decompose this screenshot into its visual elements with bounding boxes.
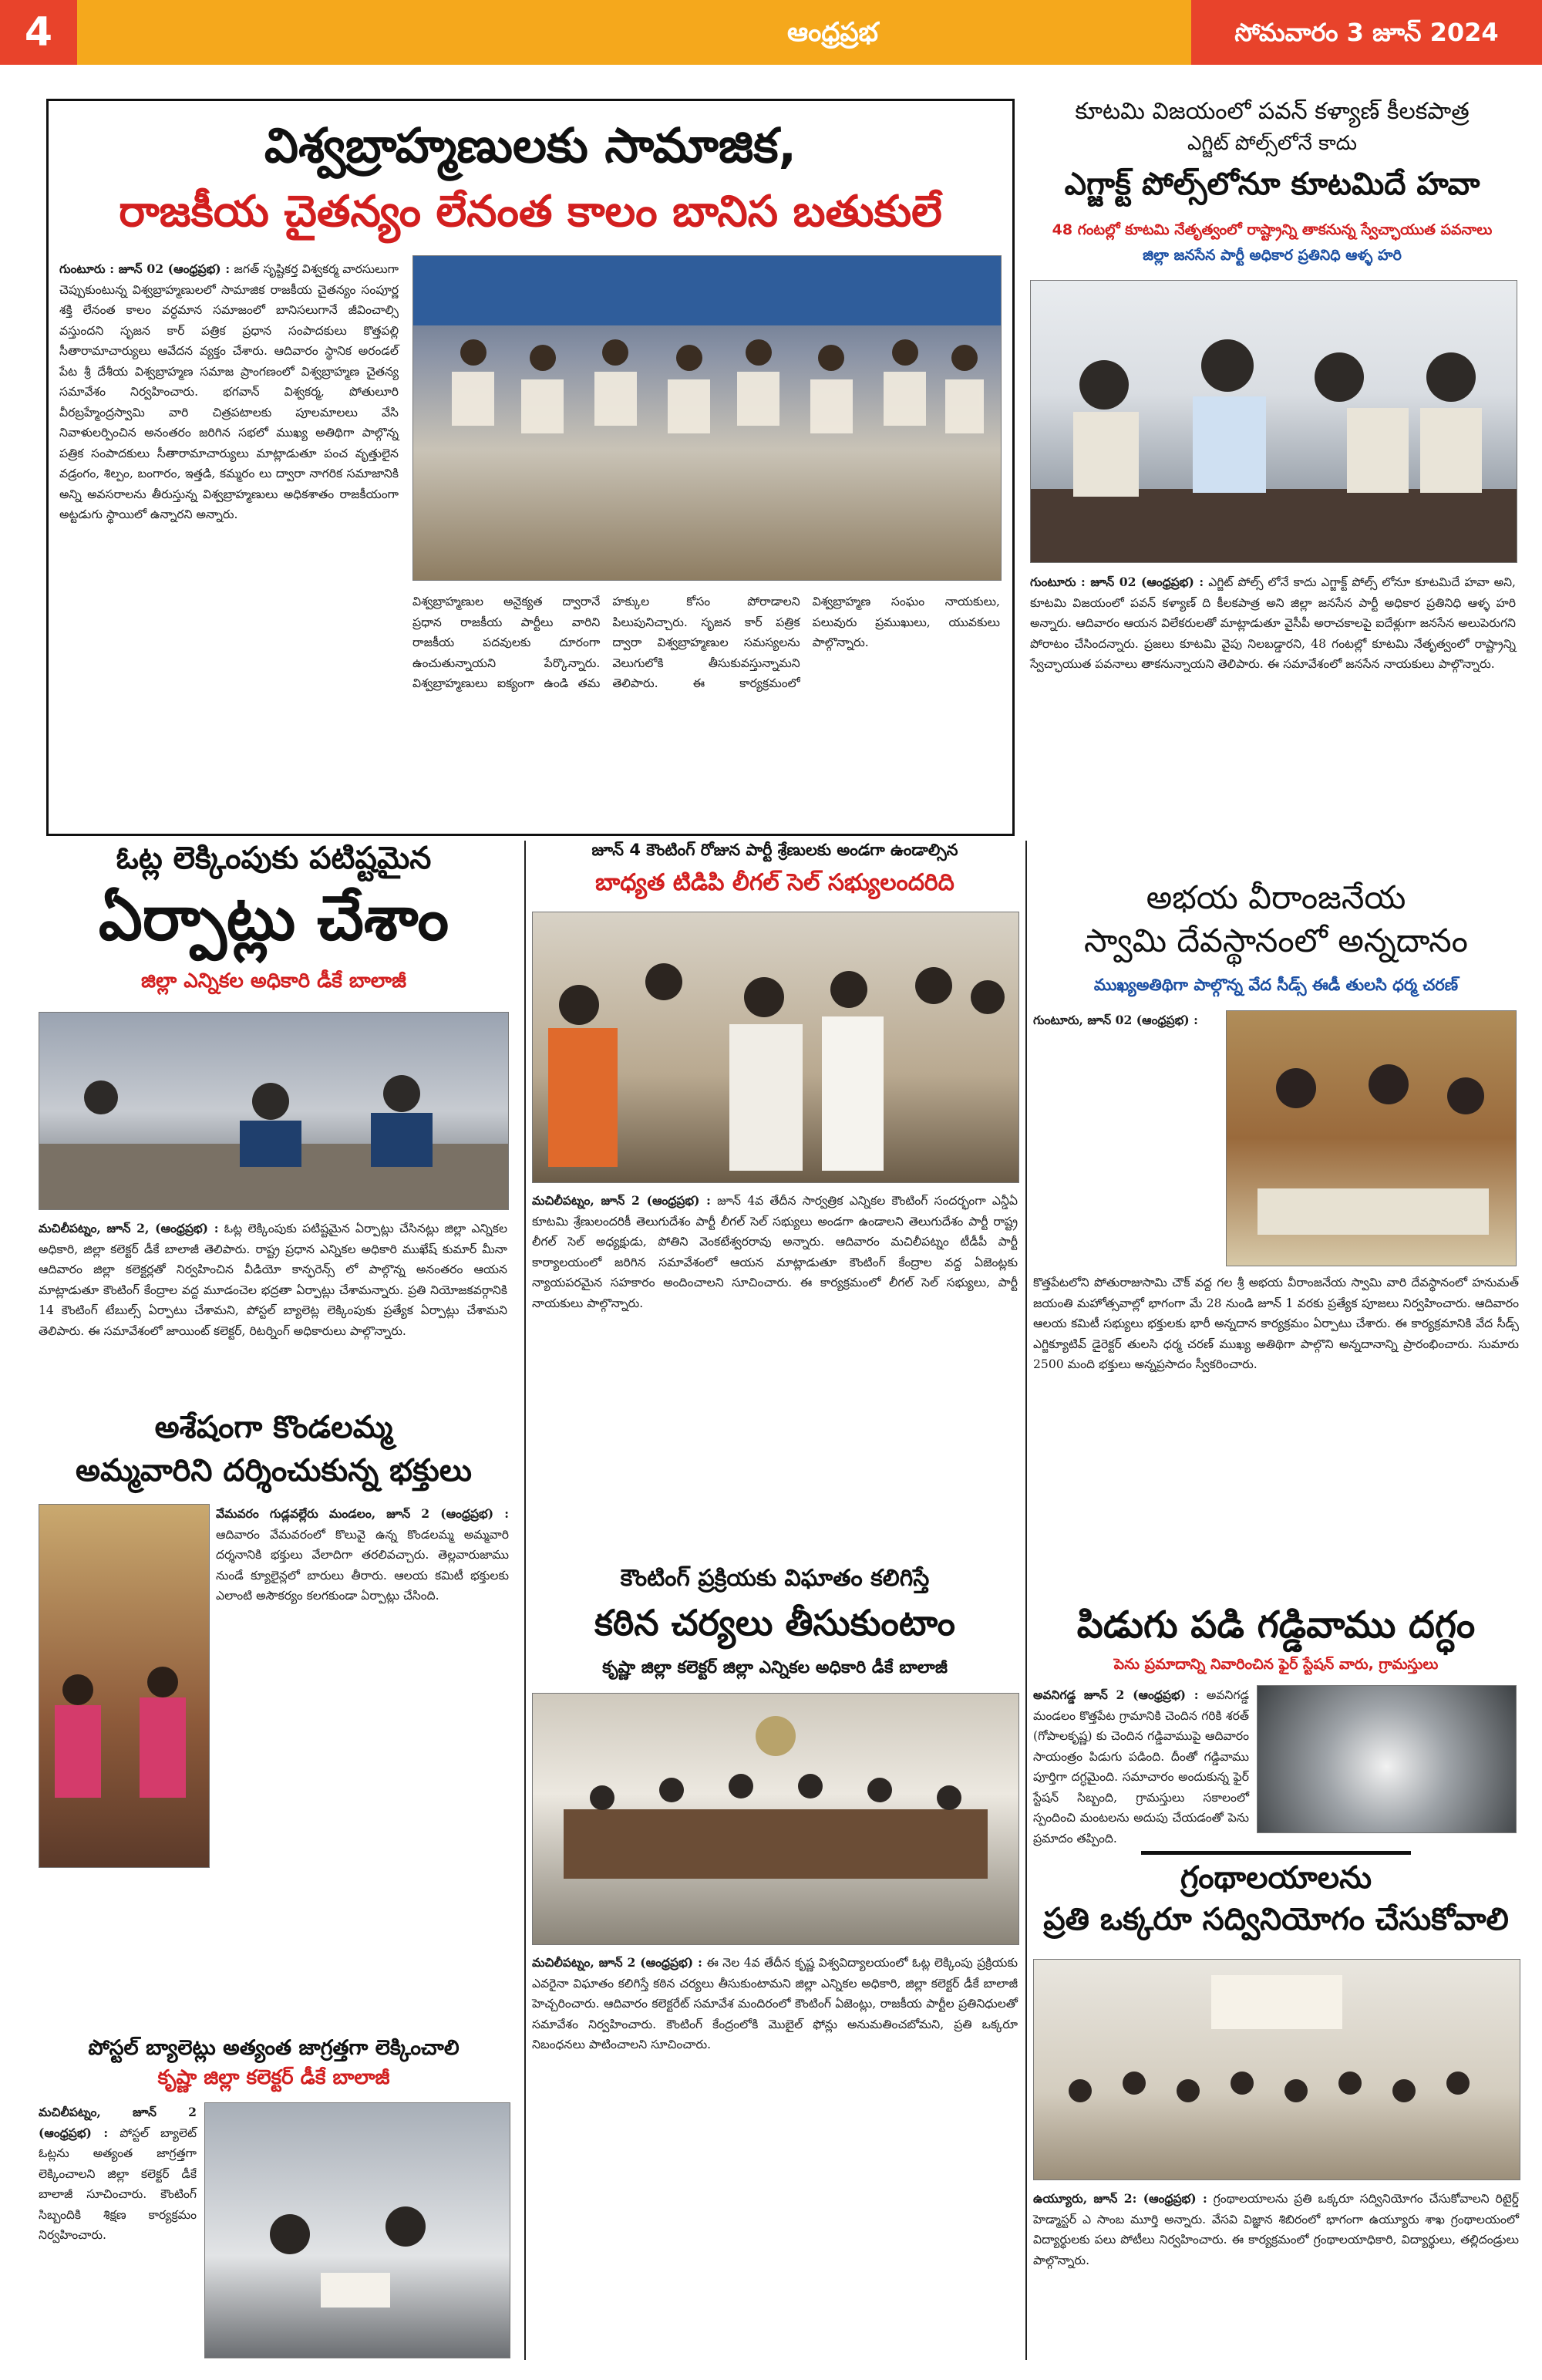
story3-body: [39, 1219, 507, 1396]
story8-body-text: ఆదివారం వేమవరంలో కొలువై ఉన్న కొండలమ్మ అమ్మవారి దర్శనానికి భక్తులు వేలాదిగా తరలివచ్చారు. తెల్లవారుజాము నుండే క్యూలైన్లలో బారులు తీరారు. ఆలయ కమిటీ భక్తులకు ఎలాంటి అసౌకర్యం కలగకుండా ఏర్పాట్లు చేసింది.: [216, 1527, 509, 1603]
story4-headline: బాధ్యత టిడిపి లీగల్ సెల్ సభ్యులందరిది: [595, 869, 954, 896]
story6-sub: పెను ప్రమాదాన్ని నివారించిన ఫైర్ స్టేషన్ వారు, గ్రామస్తులు: [1113, 1656, 1439, 1673]
felicitation-graphic: [533, 912, 1018, 1182]
story6-body-text: అవనిగడ్డ మండలం కొత్తపేట గ్రామానికి చెందిన గరికి శరత్ (గోపాలకృష్ణ) కు చెందిన గడ్డివాముపై ఆదివారం సాయంత్రం పిడుగు పడింది. దీంతో గడ్డివాము పూర్తిగా దగ్ధమైంది. సమాచారం అందుకున్న ఫైర్ స్టేషన్ సిబ్బంది, గ్రామస్తులు సకాలంలో స్పందించి మంటలను అదుపు చేయడంతో పెను ప్రమాదం తప్పింది.: [1033, 1688, 1249, 1846]
story6-body: [1033, 1685, 1249, 1846]
story9-photo-conference: [532, 1693, 1019, 1945]
story9-kicker: కౌంటింగ్ ప్రక్రియకు విఘాతం కలిగిస్తే: [620, 1565, 930, 1592]
story7-dateline: ఉయ్యూరు, జూన్ 2: (ఆంధ్రప్రభ) :: [1033, 2191, 1207, 2206]
story9-body-text: ఈ నెల 4వ తేదీన కృష్ణ విశ్వవిద్యాలయంలో ఓట్ల లెక్కింపు ప్రక్రియకు ఎవరైనా విఘాతం కలిగిస్తే కఠిన చర్యలు తీసుకుంటామని జిల్లా ఎన్నికల అధికారి, జిల్లా కలెక్టర్ డీకే బాలాజీ హెచ్చరించారు. ఆదివారం కలెక్టరేట్ సమావేశ మందిరంలో కౌంటింగ్ ఏజెంట్లు, రాజకీయ పార్టీల ప్రతినిధులతో సమావేశం నిర్వహించారు. కౌంటింగ్ కేంద్రంలోకి మొబైల్ ఫోన్లు అనుమతించబోమని, ప్రతి ఒక్కరూ నిబంధనలు పాటించాలని సూచించారు.: [532, 1956, 1018, 2051]
story2-sub2: జిల్లా జనసేన పార్టీ అధికార ప్రతినిధి ఆళ్ళ హరి: [1143, 247, 1402, 264]
story4-body: [532, 1191, 1018, 1553]
story-vishwabrahmin: [46, 99, 1015, 836]
story5-body: కొత్తపేటలోని పోతురాజుసామి చౌక్ వద్ద గల శ్రీ అభయ వీరాంజనేయ స్వామి వారి దేవస్థానంలో హనుమత్ జయంతి మహోత్సవాల్లో భాగంగా మే 28 నుండి జూన్ 1 వరకు ప్రత్యేక పూజలు నిర్వహించారు. ఆదివారం ఆలయ కమిటీ సభ్యులు భక్తులకు భారీ అన్నదాన కార్యక్రమం ఏర్పాటు చేశారు. ఈ కార్యక్రమానికి వేద సీడ్స్ ఎగ్జిక్యూటివ్ డైరెక్టర్ తులసి ధర్మ చరణ్ ముఖ్య అతిథిగా పాల్గొని అన్నదానాన్ని ప్రారంభించారు. సుమారు 2500 మంది భక్తులు అన్నప్రసాదం స్వీకరించారు.: [1033, 1276, 1519, 1371]
page-number: 4: [0, 0, 77, 65]
story-postal-ballots: [31, 2036, 517, 2360]
story10-photo-training: [204, 2102, 510, 2358]
story-counting-arrangements: [31, 841, 517, 1396]
story7-headline1: గ్రంథాలయాలను: [1180, 1860, 1372, 1896]
story2-body: [1030, 572, 1516, 869]
story6-headline: పిడుగు పడి గడ్డివాము దగ్ధం: [1076, 1603, 1476, 1647]
paper-name: ఆంధ్రప్రభ: [786, 17, 879, 48]
story2-headline: ఎగ్జాక్ట్ పోల్స్‌లోనూ కూటమిదే హవా: [1064, 167, 1480, 202]
food-serving-graphic: [1227, 1011, 1516, 1266]
story9-headline: కఠిన చర్యలు తీసుకుంటాం: [594, 1602, 955, 1643]
story6-dateline: అవనిగడ్డ జూన్ 2 (ఆంధ్రప్రభ) :: [1033, 1687, 1199, 1702]
story1-body-left: [59, 259, 399, 822]
conference-hall-graphic: [533, 1694, 1018, 1944]
story3-body-text: ఓట్ల లెక్కింపుకు పటిష్టమైన ఏర్పాట్లు చేసినట్లు జిల్లా ఎన్నికల అధికారి, జిల్లా కలెక్టర్ డీకే బాలాజీ తెలిపారు. రాష్ట్ర ప్రధాన ఎన్నికల అధికారి ముఖేష్ కుమార్ మీనా ఆదివారం జిల్లా కలెక్టర్లతో నిర్వహించిన వీడియో కాన్ఫరెన్స్ లో పాల్గొన్న అనంతరం ఆయన మాట్లాడుతూ కౌంటింగ్ కేంద్రాల వద్ద మూడంచెల భద్రతా ఏర్పాట్లు చేశామన్నారు. ప్రతి నియోజకవర్గానికి 14 కౌంటింగ్ టేబుల్స్ ఏర్పాటు చేశామని, పోస్టల్ బ్యాలెట్ల లెక్కింపుకు ప్రత్యేక ఏర్పాట్లు చేశామని తెలిపారు. ఈ సమావేశంలో జాయింట్ కలెక్టర్, రిటర్నింగ్ అధికారులు పాల్గొన్నారు.: [39, 1222, 507, 1338]
page-date: సోమవారం 3 జూన్ 2024: [1191, 0, 1542, 65]
story-legal-cell: [532, 841, 1018, 1554]
story10-sub: కృష్ణా జిల్లా కలెక్టర్ డీకే బాలాజీ: [157, 2066, 390, 2089]
story4-dateline: మచిలీపట్నం, జూన్ 2 (ఆంధ్రప్రభ) :: [532, 1193, 711, 1208]
story4-photo-felicitation: [532, 912, 1019, 1183]
story1-photo-group: [412, 255, 1002, 581]
story7-body: [1033, 2189, 1519, 2358]
story-annadanam: [1033, 879, 1519, 1593]
story8-body: [216, 1504, 509, 1997]
story5-headline1: అభయ వీరాంజనేయ: [1146, 878, 1406, 916]
press-meet-graphic: [1031, 281, 1517, 562]
story-strict-action: [532, 1566, 1018, 2360]
story-exact-polls: [1025, 99, 1519, 874]
story1-headline-line1: విశ్వబ్రాహ్మణులకు సామాజిక,: [264, 117, 797, 174]
story7-divider: [1141, 1851, 1411, 1855]
story5-body-side: [1033, 1010, 1218, 1265]
story2-kicker1: కూటమి విజయంలో పవన్ కళ్యాణ్ కీలకపాత్ర: [1075, 98, 1470, 125]
story3-dateline: మచిలీపట్నం, జూన్ 2, (ఆంధ్రప్రభ) :: [39, 1221, 219, 1236]
story10-body-text: పోస్టల్ బ్యాలెట్ ఓట్లను అత్యంత జాగ్రత్తగా లెక్కించాలని జిల్లా కలెక్టర్ డీకే బాలాజీ సూచించారు. కౌంటింగ్ సిబ్బందికి శిక్షణ కార్యక్రమం నిర్వహించారు.: [39, 2125, 197, 2242]
story8-headline1: అశేషంగా కొండలమ్మ: [154, 1410, 393, 1445]
video-conference-graphic: [39, 1013, 508, 1209]
story9-dateline: మచిలీపట్నం, జూన్ 2 (ఆంధ్రప్రభ) :: [532, 1955, 702, 1970]
story5-dateline: గుంటూరు, జూన్ 02 (ఆంధ్రప్రభ) :: [1033, 1013, 1198, 1027]
students-graphic: [1034, 1960, 1520, 2179]
story6-photo-fire: [1257, 1685, 1517, 1833]
devotees-graphic: [39, 1505, 209, 1867]
story2-kicker2: ఎగ్జిట్ పోల్స్‌లోనే కాదు: [1187, 132, 1358, 155]
story3-photo-meeting: [39, 1012, 509, 1210]
story9-sub: కృష్ణా జిల్లా కలెక్టర్ జిల్లా ఎన్నికల అధికారి డీకే బాలాజీ: [602, 1658, 948, 1677]
story7-photo-students: [1033, 1959, 1520, 2180]
story5-sub: ముఖ్యఅతిథిగా పాల్గొన్న వేద సీడ్స్ ఈడీ తులసి ధర్మ చరణ్: [1093, 976, 1459, 994]
story9-body: [532, 1953, 1018, 2358]
story1-body-right: విశ్వబ్రాహ్మణుల అనైక్యత ద్వారానే ప్రధాన రాజకీయ పార్టీలు వారిని రాజకీయ పదవులకు దూరంగా ఉంచుతున్నాయని పేర్కొన్నారు. విశ్వబ్రాహ్మణులు ఐక్యంగా ఉండి తమ హక్కుల కోసం పోరాడాలని పిలుపునిచ్చారు. సృజన కార్ పత్రిక ద్వారా విశ్వబ్రాహ్మణుల సమస్యలను వెలుగులోకి తీసుకువస్తున్నామని తెలిపారు. ఈ కార్యక్రమంలో విశ్వబ్రాహ్మణ సంఘం నాయకులు, పలువురు ప్రముఖులు, యువకులు పాల్గొన్నారు.: [412, 595, 1000, 690]
story5-photo-annadanam: [1226, 1010, 1517, 1266]
story3-kicker: ఓట్ల లెక్కింపుకు పటిష్టమైన: [116, 841, 432, 876]
story2-body-text: ఎగ్జిట్ పోల్స్ లోనే కాదు ఎగ్జాక్ట్ పోల్స్ లోనూ కూటమిదే హవా అని, కూటమి విజయంలో పవన్ కళ్యాణ్ ది కీలకపాత్ర అని జిల్లా జనసేన పార్టీ అధికార ప్రతినిధి ఆళ్ళ హరి అన్నారు. ఆదివారం ఆయన విలేకరులతో మాట్లాడుతూ వైసీపీ అరాచకాలపై ఐదేళ్లుగా జనసేన అలుపెరుగని పోరాటం చేసిందన్నారు. ప్రజలు కూటమి వైపు నిలబడ్డారని, 48 గంటల్లో కూటమి నేతృత్వంలో రాష్ట్రాన్ని స్వేచ్ఛాయుత పవనాలు తాకనున్నాయని తెలిపారు. ఈ సమావేశంలో జనసేన నాయకులు పాల్గొన్నారు.: [1030, 575, 1517, 671]
story2-photo-press: [1030, 280, 1517, 563]
story1-body-left-text: జగత్ సృష్టికర్త విశ్వకర్మ వారసులుగా చెప్పుకుంటున్న విశ్వబ్రాహ్మణులలో సామాజిక రాజకీయ చైతన్యం సంపూర్ణ శక్తి లేనంత కాలం వర్ధమాన సమాజంలో బానిసలుగానే జీవించాల్సి వస్తుందని సృజన కార్ పత్రిక ప్రధాన సంపాదకులు కొత్తపల్లి సీతారామాచార్యులు ఆవేదన వ్యక్తం చేశారు. ఆదివారం స్థానిక అరండల్ పేట శ్రీ దేశీయ విశ్వబ్రాహ్మణ సమాజ ప్రాంగణంలో విశ్వబ్రాహ్మణ చైతన్య సమావేశం నిర్వహించారు. భగవాన్ విశ్వకర్మ, పోతులూరి వీరబ్రహ్మేంద్రస్వామి వారి చిత్రపటాలకు పూలమాలలు వేసి నివాళులర్పించిన అనంతరం జరిగిన సభలో ముఖ్య అతిథిగా పాల్గొన్న పత్రిక సంపాదకులు సీతారామాచార్యులు మాట్లాడుతూ పంచ వృత్తులైన వడ్రంగం, శిల్పం, బంగారం, ఇత్తడి, కమ్మరం లు ద్వారా నాగరిక సమాజానికి అన్ని అవసరాలను తీరుస్తున్న విశ్వబ్రాహ్మణులు అధికశాతం రాజకీయంగా అట్టడుగు స్థాయిలో ఉన్నారని అన్నారు.: [59, 262, 399, 521]
story7-body-text: గ్రంథాలయాలను ప్రతి ఒక్కరూ సద్వినియోగం చేసుకోవాలని రిటైర్డ్ హెడ్మాస్టర్ ఎ సాంబ మూర్తి అన్నారు. వేసవి విజ్ఞాన శిబిరంలో భాగంగా ఉయ్యూరు శాఖ గ్రంథాలయంలో విద్యార్థులకు పలు పోటీలు నిర్వహించారు. ఈ కార్యక్రమంలో గ్రంథాలయాధికారి, విద్యార్థులు, తల్లిదండ్రులు పాల్గొన్నారు.: [1033, 2192, 1519, 2267]
story7-headline2: ప్రతి ఒక్కరూ సద్వినియోగం చేసుకోవాలి: [1043, 1902, 1509, 1937]
story10-headline: పోస్టల్ బ్యాలెట్లు అత్యంత జాగ్రత్తగా లెక్కించాలి: [88, 2036, 460, 2060]
story8-headline2: అమ్మవారిని దర్శించుకున్న భక్తులు: [75, 1453, 473, 1488]
column-rule-2: [1025, 841, 1027, 2360]
story-kondalamma: [31, 1410, 517, 2019]
story1-headline-line2: రాజకీయ చైతన్యం లేనంత కాలం బానిస బతుకులే: [119, 187, 942, 237]
story2-sub1: 48 గంటల్లో కూటమి నేతృత్వంలో రాష్ట్రాన్ని తాకనున్న స్వేచ్ఛాయుత పవనాలు: [1052, 221, 1493, 238]
training-graphic: [205, 2103, 510, 2358]
story5-headline2: స్వామి దేవస్థానంలో అన్నదానం: [1084, 922, 1468, 959]
story3-headline: ఏర్పాట్లు చేశాం: [98, 882, 449, 954]
story4-kicker: జూన్ 4 కౌంటింగ్ రోజున పార్టీ శ్రేణులకు అండగా ఉండాల్సిన: [591, 841, 958, 859]
group-photo-graphic: [413, 256, 1001, 580]
story-library: [1033, 1851, 1519, 2360]
story4-body-text: జూన్ 4వ తేదీన సార్వత్రిక ఎన్నికల కౌంటింగ్ సందర్భంగా ఎన్డీఏ కూటమి శ్రేణులందరికీ తెలుగుదేశం పార్టీ లీగల్ సెల్ సభ్యులు అండగా ఉండాలని తెలుగుదేశం పార్టీ రాష్ట్ర లీగల్ సెల్ అధ్యక్షుడు, పోతిని వెంకటేశ్వరరావు అన్నారు. ఆదివారం మచిలీపట్నం టీడీపీ పార్టీ కార్యాలయంలో జరిగిన సమావేశంలో ఆయన మాట్లాడుతూ కౌంటింగ్ కేంద్రాల వద్ద ఏజెంట్లకు న్యాయపరమైన సహకారం అందించాలని సూచించారు. ఈ కార్యక్రమంలో లీగల్ సెల్ సభ్యులు, పార్టీ నాయకులు పాల్గొన్నారు.: [532, 1194, 1018, 1310]
story10-body: [39, 2102, 197, 2357]
story3-sub: జిల్లా ఎన్నికల అధికారి డీకే బాలాజీ: [140, 969, 407, 993]
column-rule-1: [524, 841, 526, 2360]
story2-dateline: గుంటూరు : జూన్ 02 (ఆంధ్రప్రభ) :: [1030, 575, 1204, 589]
story10-dateline: మచిలీపట్నం, జూన్ 2 (ఆంధ్రప్రభ) :: [39, 2105, 197, 2140]
story8-dateline: వేమవరం గుడ్లవల్లేరు మండలం, జూన్ 2 (ఆంధ్రప్రభ) :: [216, 1506, 509, 1521]
story1-dateline: గుంటూరు : జూన్ 02 (ఆంధ్రప్రభ) :: [59, 261, 231, 276]
story8-photo-devotees: [39, 1504, 210, 1868]
story-lightning: [1033, 1603, 1519, 1846]
